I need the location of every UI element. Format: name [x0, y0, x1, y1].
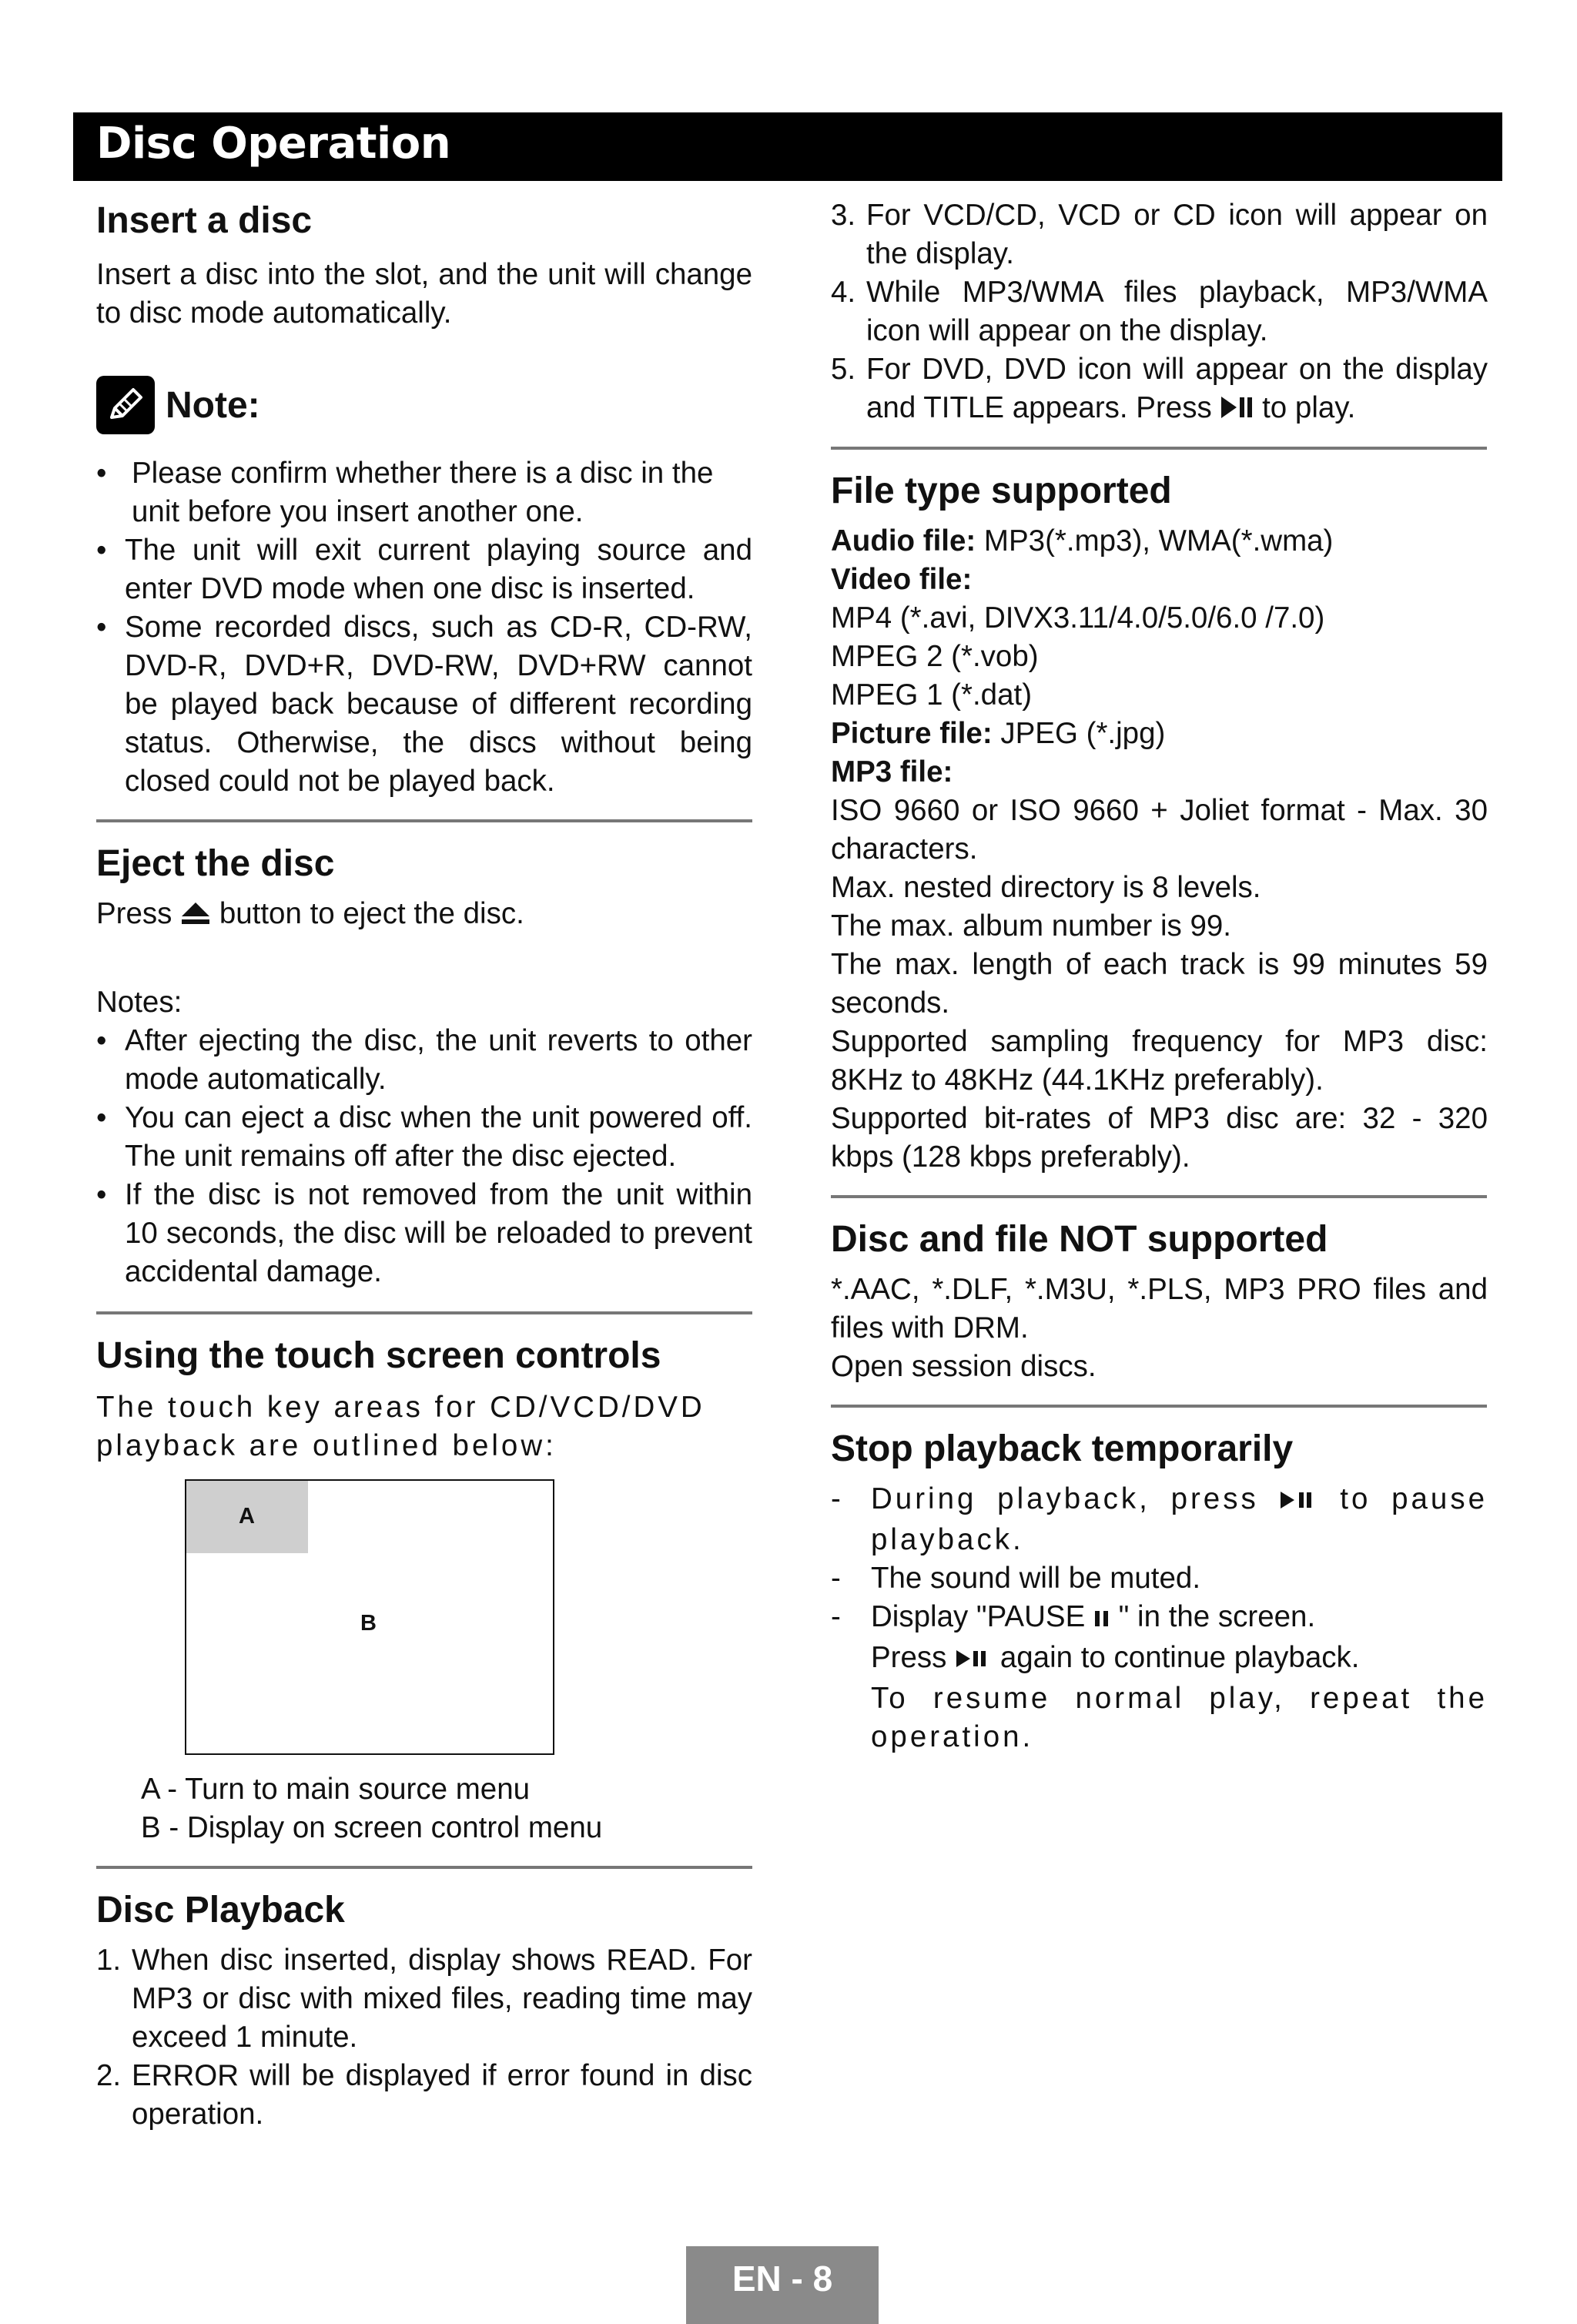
note-header: [96, 376, 752, 434]
item-line2-after: again to continue playback.: [999, 1641, 1360, 1674]
insert-heading: Insert a disc: [96, 200, 313, 241]
list-item: - The sound will be muted.: [831, 1559, 1488, 1598]
note-title: Note:: [166, 384, 260, 426]
touch-heading: Using the touch screen controls: [96, 1335, 661, 1376]
eject-notes-list: [96, 1022, 752, 1291]
right-column: [831, 196, 1488, 1756]
eject-heading: Eject the disc: [96, 843, 335, 884]
picture-label: Picture file:: [831, 717, 993, 750]
divider: [831, 1195, 1487, 1198]
touch-legend: [96, 1770, 752, 1847]
legend-a: A - Turn to main source menu: [141, 1773, 531, 1806]
zone-b-label: B: [360, 1611, 377, 1636]
item-text-before: For DVD, DVD icon will appear on the display and TITLE appears. Press: [866, 353, 1488, 424]
eject-icon: [180, 897, 211, 936]
play-pause-icon: [1279, 1482, 1319, 1521]
video-line: MP4 (*.avi, DIVX3.11/4.0/5.0/6.0 /7.0): [831, 601, 1325, 635]
video-line: MPEG 1 (*.dat): [831, 678, 1033, 712]
list-item: [831, 196, 1488, 273]
list-item: [96, 1941, 752, 2057]
stop-heading: Stop playback temporarily: [831, 1428, 1294, 1469]
legend-b: B - Display on screen control menu: [141, 1811, 603, 1844]
item-text-before: Display "PAUSE: [871, 1600, 1086, 1633]
divider: [831, 447, 1487, 450]
list-item: • Some recorded discs, such as CD-R, CD-RW, DVD-R, DVD+R, DVD-RW, DVD+RW cannot be played back because of different recording status. Otherwise, the discs without being closed could not be played back.: [96, 608, 752, 801]
page-number: EN - 8: [686, 2246, 879, 2324]
item-line3: To resume normal play, repeat the operation.: [871, 1682, 1488, 1753]
list-item: [831, 350, 1488, 430]
list-item: [831, 1480, 1488, 1559]
playback-list-left: [96, 1941, 752, 2134]
playback-heading: Disc Playback: [96, 1890, 345, 1931]
item-number: 2.: [96, 2059, 122, 2092]
insert-text: Insert a disc into the slot, and the unit will change to disc mode automatically.: [96, 258, 752, 330]
mp3-line: Max. nested directory is 8 levels.: [831, 871, 1261, 904]
notsupported-line: *.AAC, *.DLF, *.M3U, *.PLS, MP3 PRO files and files with DRM.: [831, 1273, 1488, 1345]
divider: [831, 1405, 1487, 1408]
list-item: [831, 273, 1488, 350]
mp3-line: Supported sampling frequency for MP3 disc: 8KHz to 48KHz (44.1KHz preferably).: [831, 1025, 1488, 1097]
audio-line: [831, 522, 1488, 561]
play-pause-icon: [1220, 391, 1254, 430]
note-list: [96, 454, 752, 801]
touch-text: [96, 1388, 752, 1465]
stop-list: [831, 1480, 1488, 1756]
item-text: ERROR will be displayed if error found in disc operation.: [132, 2059, 752, 2131]
list-item: • Please confirm whether there is a disc in the unit before you insert another one.: [96, 454, 752, 531]
audio-label: Audio file:: [831, 524, 976, 558]
list-item: • If the disc is not removed from the unit within 10 seconds, the disc will be reloaded to prevent accidental damage.: [96, 1176, 752, 1291]
zone-a-label: A: [239, 1504, 255, 1529]
mp3-line: The max. length of each track is 99 minutes 59 seconds.: [831, 948, 1488, 1020]
list-item: • After ejecting the disc, the unit reverts to other mode automatically.: [96, 1022, 752, 1099]
item-text-after: " in the screen.: [1118, 1600, 1316, 1633]
list-item: [831, 1598, 1488, 1756]
notsupported-line: Open session discs.: [831, 1350, 1097, 1383]
filetype-body: [831, 522, 1488, 1177]
item-number: 1.: [96, 1944, 122, 1977]
mp3-line: The max. album number is 99.: [831, 909, 1231, 943]
video-label: Video file:: [831, 563, 973, 596]
item-line2-before: Press: [871, 1641, 947, 1674]
audio-value: MP3(*.mp3), WMA(*.wma): [983, 524, 1334, 558]
mp3-label: MP3 file:: [831, 755, 953, 789]
picture-line: [831, 715, 1488, 753]
filetype-heading: File type supported: [831, 470, 1172, 511]
mp3-line: Supported bit-rates of MP3 disc are: 32 - 320 kbps (128 kbps preferably).: [831, 1102, 1488, 1174]
mp3-line: ISO 9660 or ISO 9660 + Joliet format - Max. 30 characters.: [831, 794, 1488, 866]
divider: [96, 1866, 752, 1869]
list-item: • The unit will exit current playing source and enter DVD mode when one disc is inserted.: [96, 531, 752, 608]
list-item: • You can eject a disc when the unit powered off. The unit remains off after the disc ejected.: [96, 1099, 752, 1176]
divider: [96, 1311, 752, 1314]
play-pause-icon: [955, 1641, 992, 1679]
playback-list-right: [831, 196, 1488, 430]
item-number: 3.: [831, 199, 856, 232]
eject-text-before: Press: [96, 897, 172, 930]
item-text-before: During playback, press: [871, 1482, 1259, 1515]
item-text-after: to pause playback.: [871, 1482, 1488, 1556]
item-number: 4.: [831, 276, 856, 309]
touch-zone-a: [186, 1481, 308, 1553]
list-item: [96, 2057, 752, 2134]
pause-icon: [1093, 1600, 1110, 1639]
page-title: Disc Operation: [96, 119, 451, 169]
eject-text-after: button to eject the disc.: [219, 897, 524, 930]
title-bar: [73, 112, 1502, 181]
touch-text-content: The touch key areas for CD/VCD/DVD playback are outlined below:: [96, 1391, 705, 1462]
eject-text: [96, 895, 752, 936]
notsupported-heading: Disc and file NOT supported: [831, 1219, 1328, 1260]
pencil-icon: [96, 376, 155, 434]
item-text: While MP3/WMA files playback, MP3/WMA icon will appear on the display.: [866, 276, 1488, 347]
item-number: 5.: [831, 353, 856, 386]
item-text-after: to play.: [1262, 391, 1356, 424]
video-line: MPEG 2 (*.vob): [831, 640, 1039, 673]
picture-value: JPEG (*.jpg): [1000, 717, 1166, 750]
eject-notes-label: Notes:: [96, 986, 182, 1019]
touch-area-diagram: [185, 1479, 554, 1755]
divider: [96, 819, 752, 822]
item-text: When disc inserted, display shows READ. For MP3 or disc with mixed files, reading time may exceed 1 minute.: [132, 1944, 752, 2054]
left-column: [96, 196, 752, 2134]
item-text: For VCD/CD, VCD or CD icon will appear on the display.: [866, 199, 1488, 270]
